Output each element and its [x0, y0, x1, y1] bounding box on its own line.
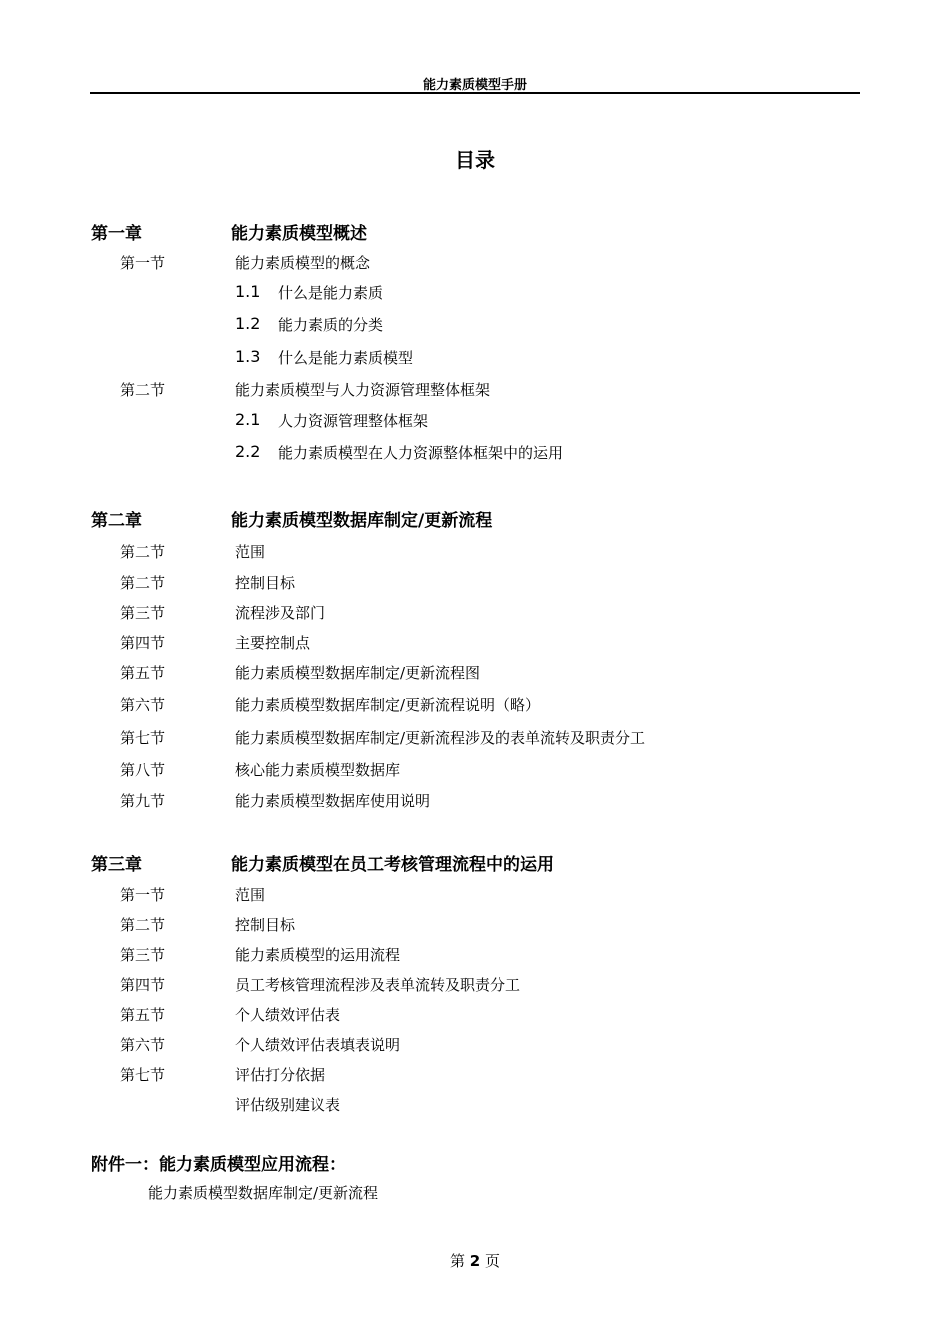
- section-number: 第九节: [120, 792, 166, 810]
- chapter-title: 能力素质模型概述: [231, 224, 367, 244]
- section-title: 控制目标: [235, 574, 296, 592]
- section-number: 第二节: [120, 574, 166, 592]
- page-number-value: 2: [469, 1252, 481, 1270]
- subsection-number: 2.2: [235, 442, 261, 461]
- section-title: 能力素质模型数据库制定/更新流程涉及的表单流转及职责分工: [235, 729, 646, 747]
- section-title: 能力素质模型的概念: [235, 254, 371, 272]
- section-title: 范围: [235, 886, 266, 904]
- subsection-title: 什么是能力素质模型: [278, 349, 414, 367]
- section-number: 第五节: [120, 664, 166, 682]
- subsection-number: 2.1: [235, 410, 261, 429]
- chapter-title: 能力素质模型在员工考核管理流程中的运用: [231, 855, 554, 875]
- toc-title: 目录: [455, 148, 495, 172]
- subsection-number: 1.1: [235, 282, 261, 301]
- chapter-number: 第一章: [91, 224, 142, 244]
- subsection-title: 能力素质的分类: [278, 316, 384, 334]
- subsection-number: 1.3: [235, 347, 261, 366]
- section-number: 第五节: [120, 1006, 166, 1024]
- section-number: 第二节: [120, 381, 166, 399]
- page-number-prefix: 第: [449, 1252, 465, 1270]
- section-title: 个人绩效评估表填表说明: [235, 1036, 401, 1054]
- chapter-number: 第三章: [91, 855, 142, 875]
- section-title: 能力素质模型与人力资源管理整体框架: [235, 381, 491, 399]
- chapter-number: 第二章: [91, 511, 142, 531]
- section-title: 个人绩效评估表: [235, 1006, 341, 1024]
- section-title: 能力素质模型数据库使用说明: [235, 792, 431, 810]
- chapter-title: 能力素质模型数据库制定/更新流程: [231, 511, 493, 531]
- section-number: 第四节: [120, 634, 166, 652]
- section-title: 控制目标: [235, 916, 296, 934]
- section-number: 第六节: [120, 1036, 166, 1054]
- section-number: 第七节: [120, 729, 166, 747]
- appendix-heading[interactable]: 附件一：能力素质模型应用流程：: [91, 1155, 346, 1175]
- section-title: 核心能力素质模型数据库: [235, 761, 401, 779]
- section-number: 第七节: [120, 1066, 166, 1084]
- section-title: 能力素质模型的运用流程: [235, 946, 401, 964]
- section-title: 评估打分依据: [235, 1066, 326, 1084]
- section-number: 第二节: [120, 543, 166, 561]
- section-title: 能力素质模型数据库制定/更新流程图: [235, 664, 481, 682]
- section-title: 员工考核管理流程涉及表单流转及职责分工: [235, 976, 521, 994]
- section-number: 第二节: [120, 916, 166, 934]
- subsection-title: 什么是能力素质: [278, 284, 384, 302]
- header-divider: [90, 92, 860, 94]
- section-title: 范围: [235, 543, 266, 561]
- page-number-suffix: 页: [485, 1252, 501, 1270]
- section-title: 评估级别建议表: [235, 1096, 341, 1114]
- section-number: 第四节: [120, 976, 166, 994]
- subsection-title: 能力素质模型在人力资源整体框架中的运用: [278, 444, 564, 462]
- section-number: 第六节: [120, 696, 166, 714]
- section-number: 第三节: [120, 604, 166, 622]
- subsection-title: 人力资源管理整体框架: [278, 412, 429, 430]
- section-title: 流程涉及部门: [235, 604, 326, 622]
- page-number: [0, 1250, 950, 1271]
- section-number: 第一节: [120, 254, 166, 272]
- subsection-number: 1.2: [235, 314, 261, 333]
- page-header-title: 能力素质模型手册: [422, 78, 527, 93]
- section-title: 主要控制点: [235, 634, 311, 652]
- section-number: 第一节: [120, 886, 166, 904]
- section-number: 第三节: [120, 946, 166, 964]
- section-number: 第八节: [120, 761, 166, 779]
- appendix-item[interactable]: 能力素质模型数据库制定/更新流程: [148, 1184, 379, 1202]
- section-title: 能力素质模型数据库制定/更新流程说明（略）: [235, 696, 541, 714]
